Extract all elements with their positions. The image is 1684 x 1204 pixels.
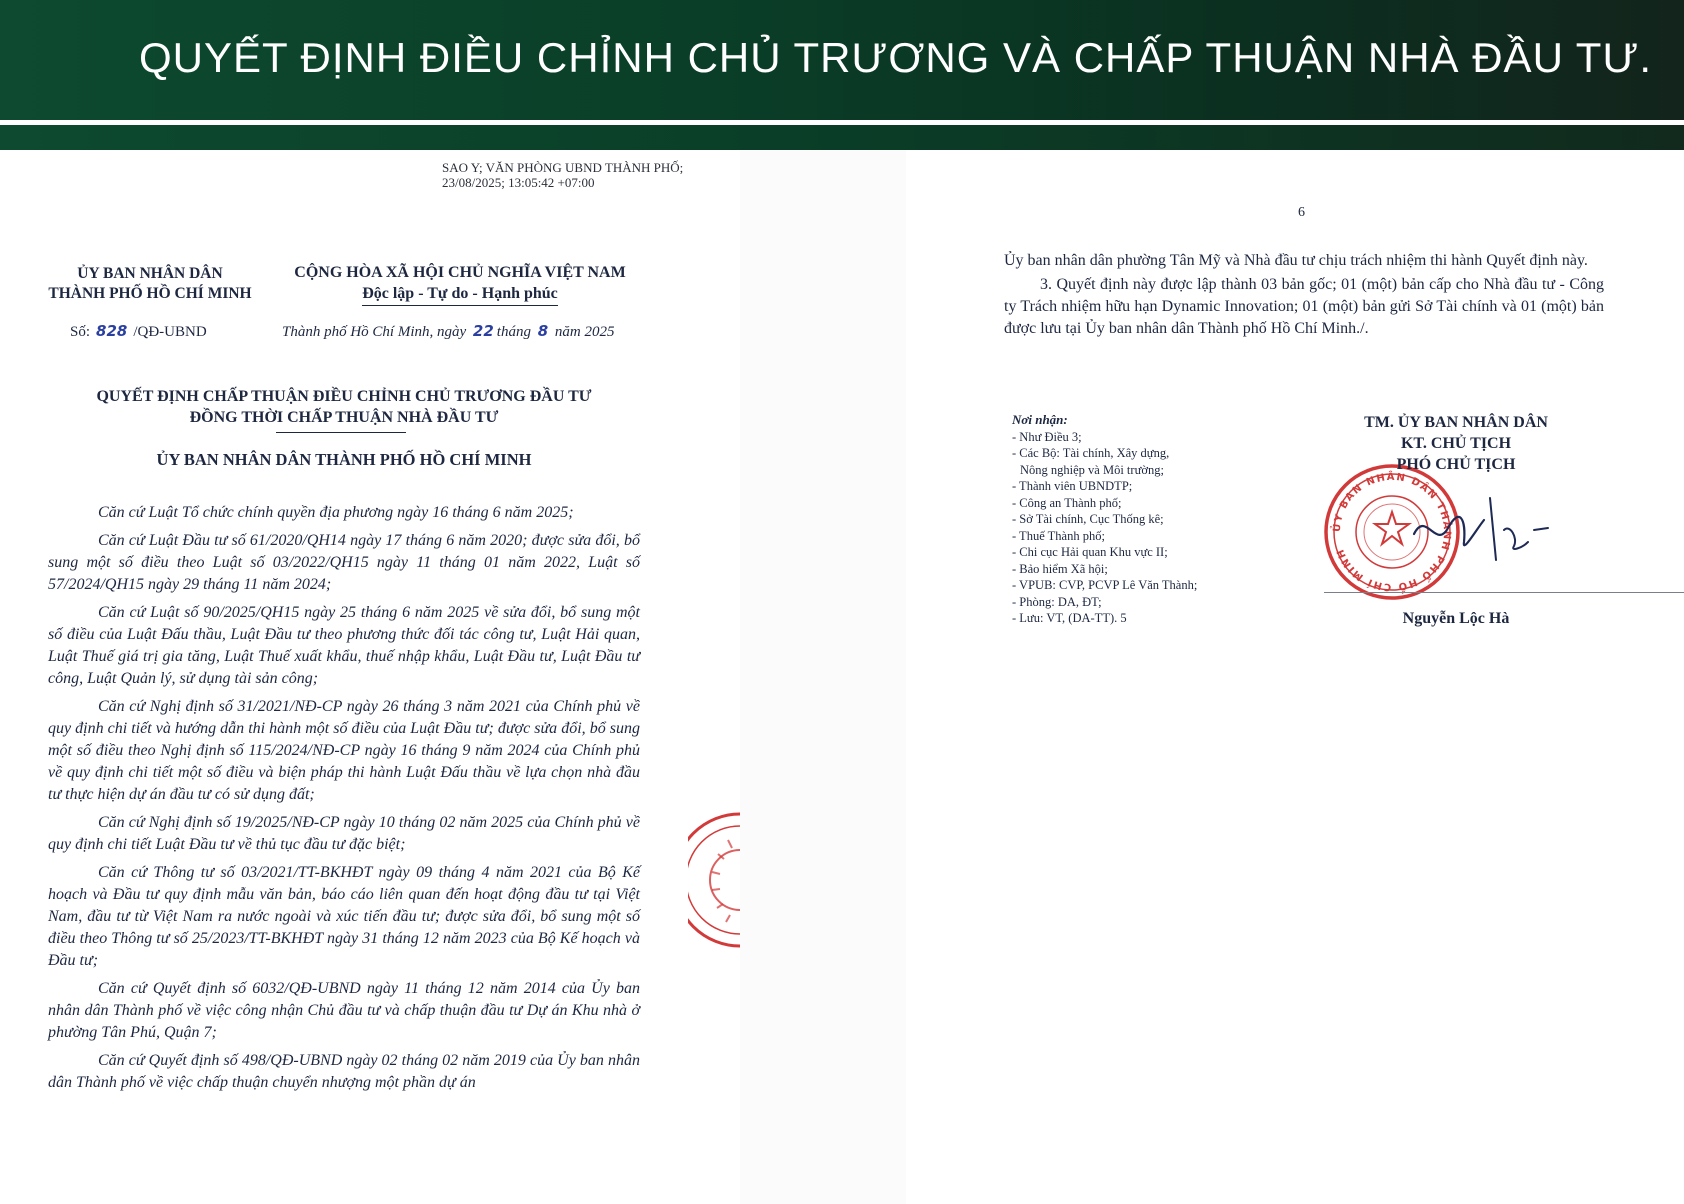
title-line1: QUYẾT ĐỊNH CHẤP THUẬN ĐIỀU CHỈNH CHỦ TRƯƠNG ĐẦU TƯ xyxy=(96,388,592,405)
banner-strip xyxy=(0,125,1684,150)
seal-text: ỦY BAN NHÂN DÂN THÀNH PHỐ HỒ CHÍ MINH xyxy=(1331,471,1453,593)
recipient-item: - Các Bộ: Tài chính, Xây dựng, xyxy=(1012,446,1170,460)
docno-prefix: Số: xyxy=(70,324,91,340)
place-date-part3: năm 2025 xyxy=(554,324,615,340)
closing-paragraph: Ủy ban nhân dân phường Tân Mỹ và Nhà đầu tư chịu trách nhiệm thi hành Quyết định này. xyxy=(1004,252,1588,269)
recipients-heading: Nơi nhận: xyxy=(1012,412,1068,427)
page-gutter xyxy=(740,150,906,1204)
docno-number: 828 xyxy=(96,322,128,340)
legal-basis-text xyxy=(48,502,640,1100)
document-title xyxy=(48,386,640,428)
legal-basis-paragraph: Căn cứ Thông tư số 03/2021/TT-BKHĐT ngày 09 tháng 4 năm 2021 của Bộ Kế hoạch và Đầu tư quy định mẫu văn bản, báo cáo liên quan đến hoạt động đầu tư tại Việt Nam, đầu tư từ Việt Nam ra nước ngoài và xúc tiến đầu tư; được sửa đổi, bổ sung một số điều theo Thông tư số 25/2023/TT-BKHĐT ngày 31 tháng 12 năm 2023 của Bộ Kế hoạch và Đầu tư; xyxy=(48,864,640,969)
recipient-item: - Như Điều 3; xyxy=(1012,429,1082,444)
scan-line xyxy=(1324,592,1684,593)
legal-basis-paragraph: Căn cứ Luật số 90/2025/QH15 ngày 25 tháng 6 năm 2025 về sửa đổi, bổ sung một số điều của Luật Đấu thầu, Luật Đầu tư theo phương thức đối tác công tư, Luật Hải quan, Luật Thuế giá trị gia tăng, Luật Thuế xuất khẩu, thuế nhập khẩu, Luật Đầu tư, Luật Đầu tư công, Luật Quản lý, sử dụng tài sản công; xyxy=(48,604,640,687)
document-page-right xyxy=(906,150,1684,1204)
legal-basis-paragraph: Căn cứ Nghị định số 19/2025/NĐ-CP ngày 10 tháng 02 năm 2025 của Chính phủ về quy định chi tiết Luật Đầu tư về thủ tục đầu tư đặc biệt; xyxy=(48,814,640,853)
legal-basis-paragraph: Căn cứ Quyết định số 6032/QĐ-UBND ngày 11 tháng 12 năm 2014 của Ủy ban nhân dân Thành phố về việc công nhận Chủ đầu tư và chấp thuận đầu tư Dự án Khu nhà ở phường Tân Phú, Quận 7; xyxy=(48,980,640,1041)
recipient-item: - Công an Thành phố; xyxy=(1012,495,1122,510)
recipient-item: - VPUB: CVP, PCVP Lê Văn Thành; xyxy=(1012,578,1198,592)
sign-line2: KT. CHỦ TỊCH xyxy=(1400,435,1512,452)
handwritten-signature xyxy=(1406,490,1556,570)
signature-block xyxy=(1326,412,1586,475)
recipient-item: - Sở Tài chính, Cục Thống kê; xyxy=(1012,512,1164,526)
copy-stamp-line1: SAO Y; VĂN PHÒNG UBND THÀNH PHỐ; xyxy=(442,160,684,175)
agency-line1: ỦY BAN NHÂN DÂN xyxy=(77,265,223,282)
docno-suffix: /QĐ-UBND xyxy=(133,324,207,340)
copy-stamp xyxy=(442,160,683,190)
page-number: 6 xyxy=(1298,205,1305,220)
banner-title: QUYẾT ĐỊNH ĐIỀU CHỈNH CHỦ TRƯƠNG VÀ CHẤP THUẬN NHÀ ĐẦU TƯ. xyxy=(138,34,1652,81)
document-number xyxy=(70,322,207,341)
place-date-day: 22 xyxy=(472,322,494,340)
title-underline xyxy=(276,432,406,433)
recipient-item: - Bảo hiểm Xã hội; xyxy=(1012,561,1108,576)
issuer-heading: ỦY BAN NHÂN DÂN THÀNH PHỐ HỒ CHÍ MINH xyxy=(156,450,532,469)
copy-stamp-line2: 23/08/2025; 13:05:42 +07:00 xyxy=(442,175,595,190)
document-page-left xyxy=(0,150,740,1204)
recipient-item: - Lưu: VT, (DA-TT). 5 xyxy=(1012,611,1127,625)
place-date xyxy=(282,322,615,341)
sign-line1: TM. ỦY BAN NHÂN DÂN xyxy=(1364,414,1548,431)
recipient-item: Nông nghiệp và Môi trường; xyxy=(1020,462,1164,477)
closing-text xyxy=(1004,250,1604,342)
issuing-agency xyxy=(30,264,270,304)
place-date-part2: tháng xyxy=(496,324,531,340)
legal-basis-paragraph: Căn cứ Luật Đầu tư số 61/2020/QH14 ngày 17 tháng 6 năm 2020; được sửa đổi, bổ sung một số điều theo Luật số 03/2022/QH15 ngày 11 tháng 01 năm 2022, Luật số 57/2024/QH15 ngày 29 tháng 11 năm 2024; xyxy=(48,532,640,593)
legal-basis-paragraph: Căn cứ Luật Tổ chức chính quyền địa phương ngày 16 tháng 6 năm 2025; xyxy=(98,504,574,521)
legal-basis-paragraph: Căn cứ Quyết định số 498/QĐ-UBND ngày 02 tháng 02 năm 2019 của Ủy ban nhân dân Thành phố về việc chấp thuận chuyển nhượng một phần dự án xyxy=(48,1052,640,1091)
place-date-part1: Thành phố Hồ Chí Minh, ngày xyxy=(282,324,467,340)
recipients-list xyxy=(1012,412,1272,627)
recipient-item: - Phòng: DA, ĐT; xyxy=(1012,594,1102,609)
national-motto xyxy=(280,262,640,306)
recipient-item: - Chi cục Hải quan Khu vực II; xyxy=(1012,545,1168,559)
closing-paragraph: 3. Quyết định này được lập thành 03 bản gốc; 01 (một) bản cấp cho Nhà đầu tư - Công ty Trách nhiệm hữu hạn Dynamic Innovation; 01 (một) bản gửi Sở Tài chính và 01 (một) bản được lưu tại Ủy ban nhân dân Thành phố Hồ Chí Minh./. xyxy=(1004,276,1604,337)
national-line2: Độc lập - Tự do - Hạnh phúc xyxy=(362,283,558,306)
recipient-item: - Thành viên UBNDTP; xyxy=(1012,479,1133,493)
legal-basis-paragraph: Căn cứ Nghị định số 31/2021/NĐ-CP ngày 26 tháng 3 năm 2021 của Chính phủ về quy định chi tiết và hướng dẫn thi hành một số điều của Luật Đầu tư; được sửa đổi, bổ sung một số điều theo Nghị định số 115/2024/NĐ-CP ngày 16 tháng 9 năm 2024 của Chính phủ về quy định chi tiết một số điều và biện pháp thi hành Luật Đấu thầu về lựa chọn nhà đầu tư thực hiện dự án đầu tư có sử dụng đất; xyxy=(48,698,640,803)
national-line1: CỘNG HÒA XÃ HỘI CHỦ NGHĨA VIỆT NAM xyxy=(294,264,626,281)
agency-line2: THÀNH PHỐ HỒ CHÍ MINH xyxy=(48,285,252,302)
recipient-item: - Thuế Thành phố; xyxy=(1012,528,1105,543)
red-seal-fragment xyxy=(688,810,740,950)
header-banner xyxy=(0,0,1684,120)
sign-line3: PHÓ CHỦ TỊCH xyxy=(1396,456,1516,473)
place-date-month: 8 xyxy=(537,322,549,340)
signer-name: Nguyễn Lộc Hà xyxy=(1402,610,1510,627)
title-line2: ĐỒNG THỜI CHẤP THUẬN NHÀ ĐẦU TƯ xyxy=(189,409,499,426)
